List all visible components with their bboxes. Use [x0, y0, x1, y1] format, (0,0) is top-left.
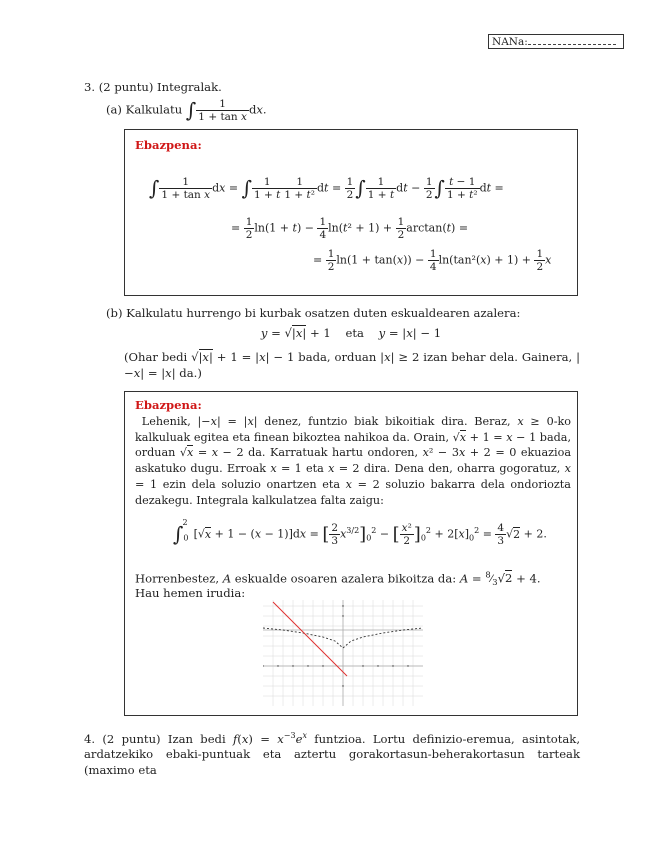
- q3b-conclusion: Horrenbestez, A eskualde osoaren azalera bikoitza da: $A = ^8⁄_3√2 + 4$.: [135, 570, 541, 588]
- q3b-statement: [106, 306, 580, 322]
- nana-box: [488, 34, 624, 49]
- q3b-note: (Ohar bedi √|x| + 1 = |x| − 1 bada, orduan |x| ≥ 2 izan behar dela. Gainera, |−x| = |x| da.): [124, 350, 580, 380]
- q3b-integral: $\int_0^2[√x + 1 - (x - 1)]dx$ = [ $\frac{2}{3}$ $x^{3/2}]_0^2$ − [ $\frac{\text{x²}}{2}$ ]$_0^2 + 2[x]_0^2$ = $\frac{4}{3}$ √2 + 2.: [173, 517, 547, 547]
- q3-title: Integralak.: [157, 80, 222, 94]
- red-line: [273, 602, 347, 676]
- q3-points: (2 puntu): [98, 80, 154, 94]
- q3b-curves: y = √|x| + 1 eta y = |x| − 1: [260, 326, 442, 340]
- area-figure: [263, 600, 423, 706]
- q4: 4. (2 puntu) Izan bedi $f(x) = x^{-3}e^x$ funtzioa. Lortu definizio-eremua, asintotak, ardatzekiko ebaki-puntuak eta aztertu gorakortasun-beherakortasun tarteak (maximo eta: [84, 731, 581, 777]
- q3b-solution-box: [124, 391, 578, 716]
- q3b-paragraph: Lehenik, |−x| = |x| denez, funtzio biak bikoitiak dira. Beraz, x ≥ 0-ko kalkuluak egitea eta finean bikoztea nahikoa da. Orain, √x + 1 = x − 1 bada, orduan √x = x − 2 da. Karratuak hartu ondoren, x² − 3x + 2 = 0 ekuazioa askatuko dugu. Erroak x = 1 eta x = 2 dira. Dena den, oharra gogoratuz, x = 1 ezin dela soluzio onartzen eta x = 2 soluzio bakarra dela ondoriozta dezakegu. Integrala kalkulatzea falta zaigu:: [135, 415, 572, 507]
- q3a-text: Kalkulatu: [125, 102, 183, 117]
- q3a-line-3: = $\frac{1}{2}$ ln(1 + tan(x)) − $\frac{1}{4}$ ln(tan²(x) + 1) + $\frac{1}{2}$ x: [313, 248, 552, 273]
- nana-label: NANa:: [492, 36, 528, 48]
- q3a-line-1: ∫ $\frac{1}{\text{1 + tan x}}$ dx = ∫ $\frac{1}{1 + t}$ $\frac{1}{\text{1 + t²}}$ dt = $\frac{1}{2}$ ∫ $\frac{1}{1 + t}$ dt − $\frac{1}{2}$ ∫ $\frac{t - 1}{\text{1 + t²}}$ dt =: [149, 175, 504, 201]
- q3b-label: (b): [106, 306, 123, 320]
- q4-points: (2 puntu): [102, 731, 161, 746]
- q3a-solution-title: Ebazpena:: [135, 138, 202, 152]
- q3-header: [84, 80, 222, 96]
- q3b-text: Kalkulatu hurrengo bi kurbak osatzen duten eskualdearen azalera:: [126, 306, 521, 320]
- q3a-solution-box: [124, 129, 578, 296]
- q3a-line-2: = $\frac{1}{2}$ ln(1 + t) − $\frac{1}{4}$ ln(t² + 1) + $\frac{1}{2}$ arctan(t) =: [231, 216, 469, 241]
- q3-number: 3.: [84, 80, 96, 94]
- q3a-label: (a): [106, 102, 122, 117]
- q4-number: 4.: [84, 731, 96, 746]
- q3b-figure-caption: Hau hemen irudia:: [135, 586, 246, 600]
- q3b-solution-title: Ebazpena:: [135, 398, 202, 412]
- q3a-statement: (a) Kalkulatu ∫ $\frac{1}{\text{1 + tan x}}$ dx.: [106, 97, 267, 123]
